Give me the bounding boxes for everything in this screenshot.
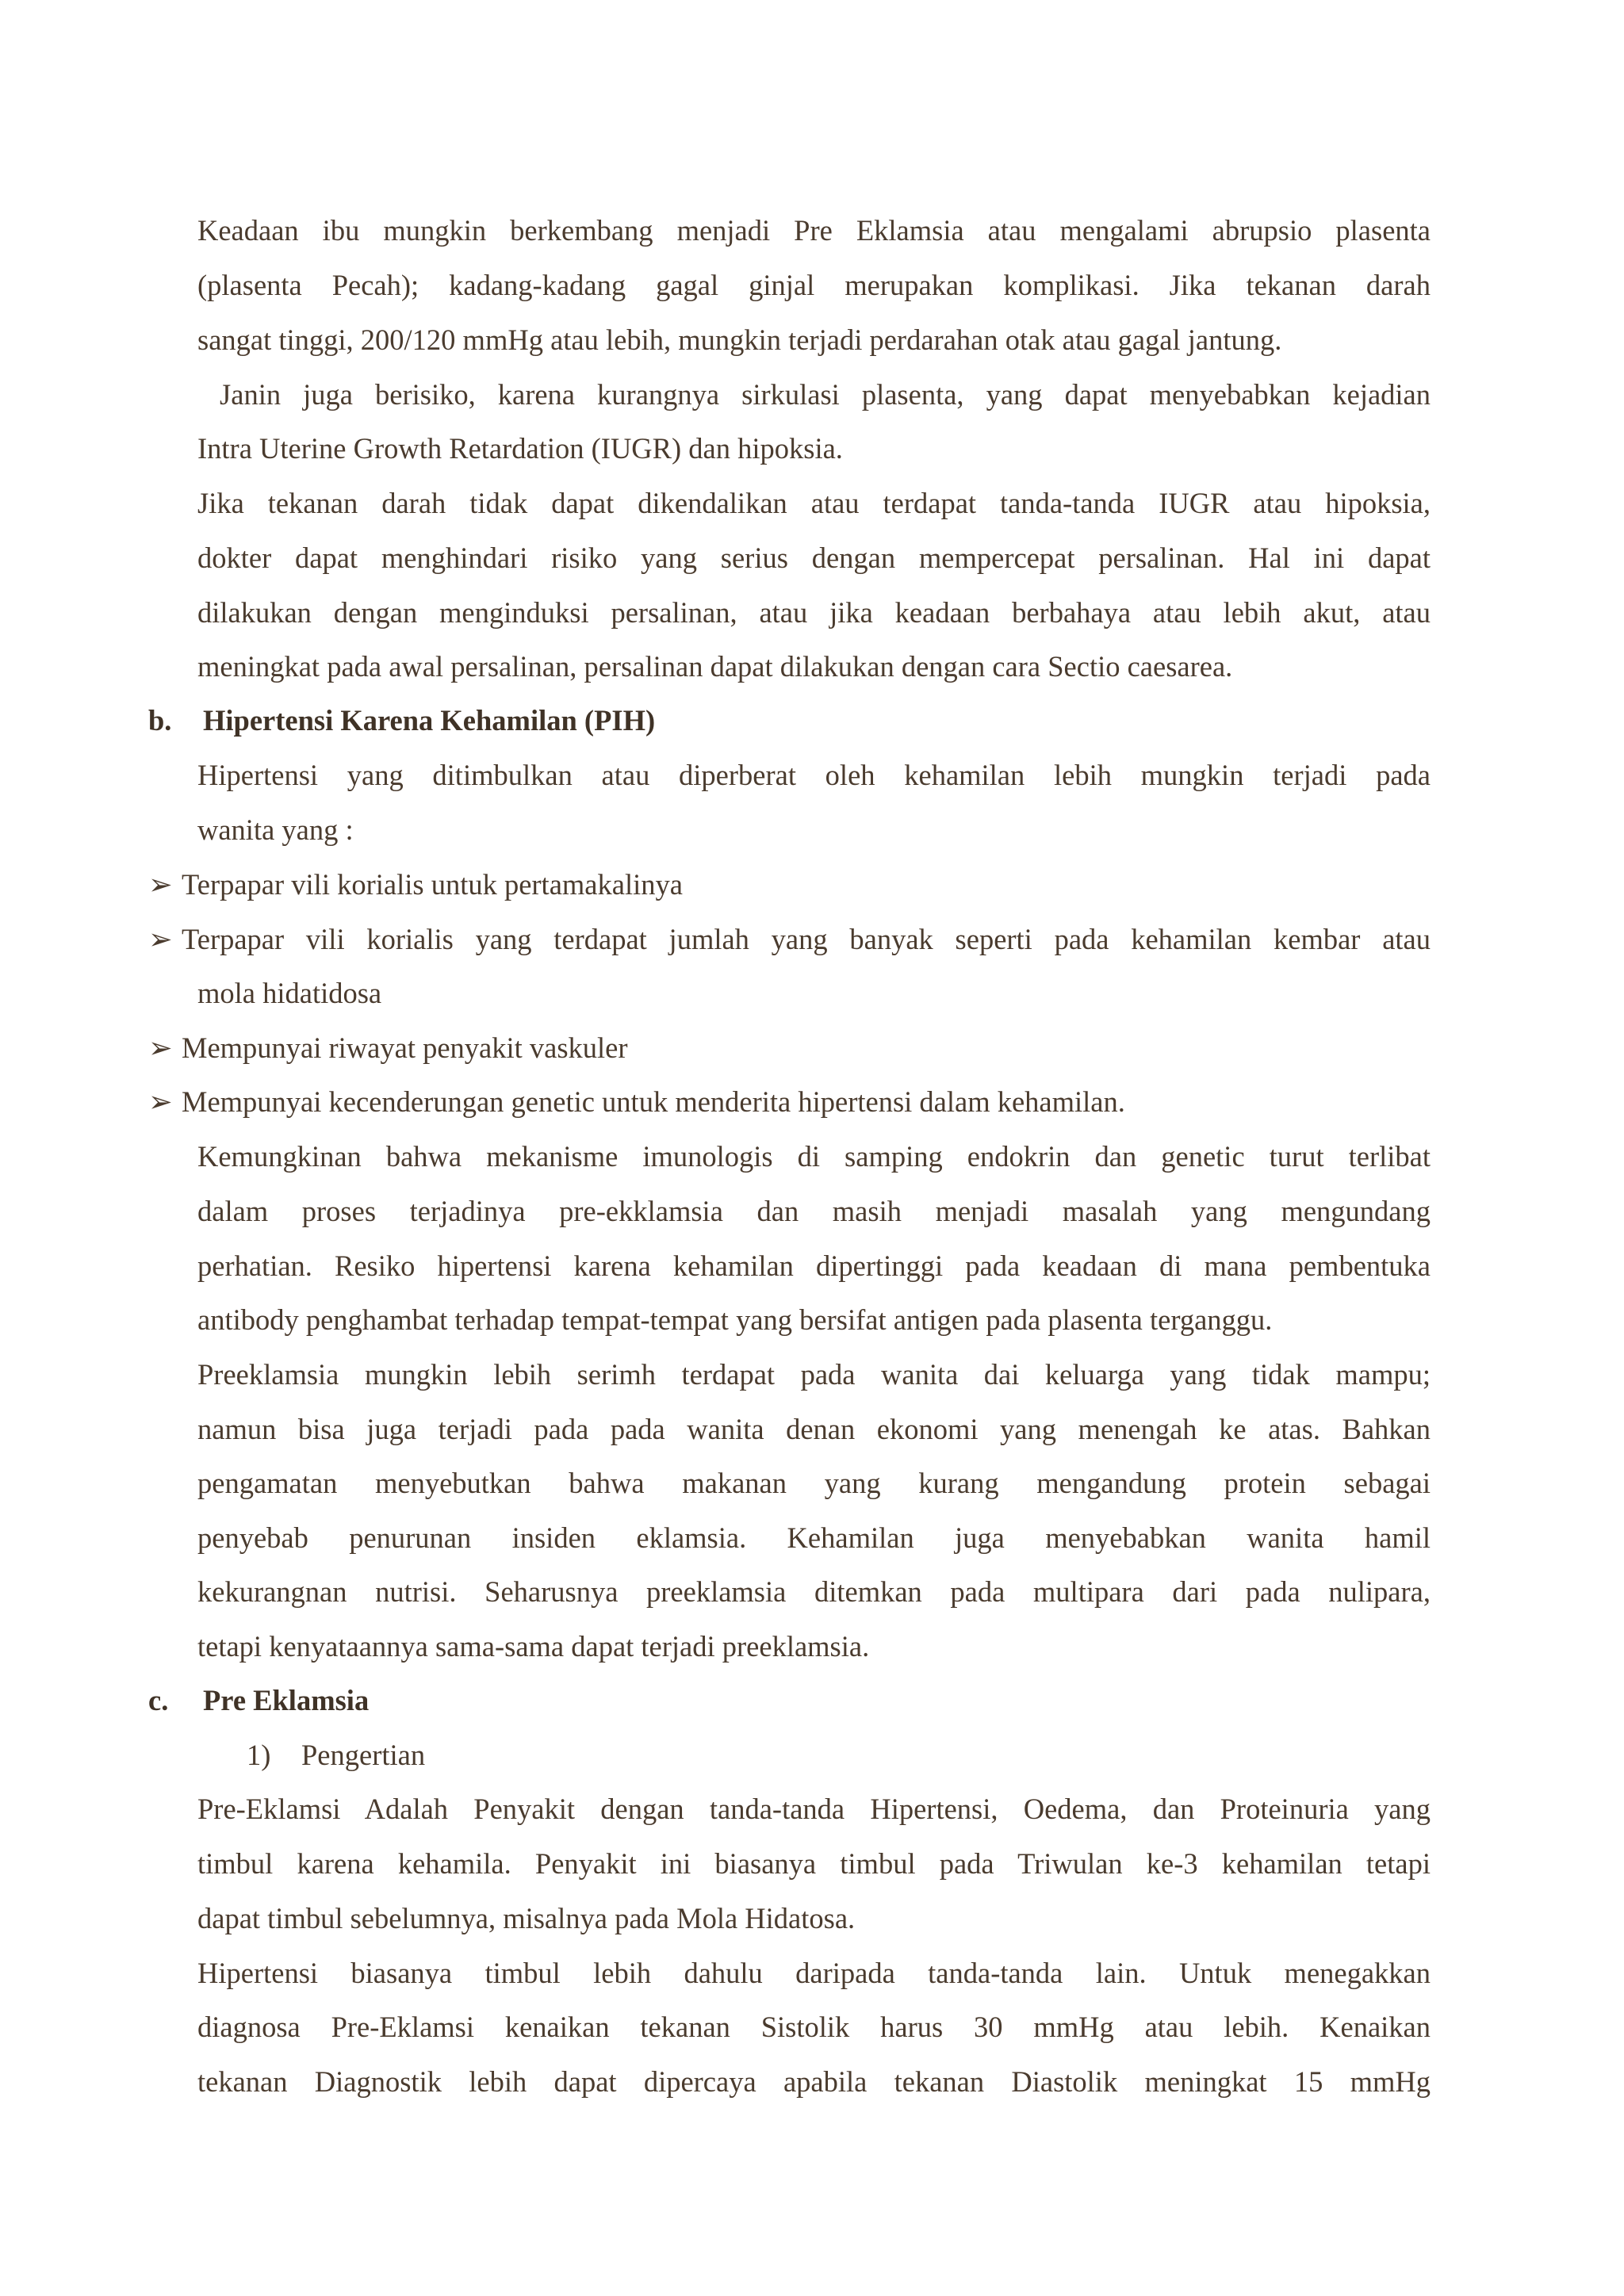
list-item: Mempunyai riwayat penyakit vaskuler — [182, 1031, 628, 1064]
text-line: Jika tekanan darah tidak dapat dikendalikan atau terdapat tanda-tanda IUGR atau hipoksia, — [197, 487, 1431, 519]
text-line: timbul karena kehamila. Penyakit ini biasanya timbul pada Triwulan ke-3 kehamilan tetapi — [197, 1847, 1431, 1880]
text-line: Keadaan ibu mungkin berkembang menjadi Pre Eklamsia atau mengalami abrupsio plasenta — [197, 214, 1431, 247]
text-line: antibody penghambat terhadap tempat-tempat yang bersifat antigen pada plasenta terganggu. — [197, 1303, 1273, 1336]
text-line: Janin juga berisiko, karena kurangnya sirkulasi plasenta, yang dapat menyebabkan kejadian — [197, 378, 1431, 411]
text-line: Preeklamsia mungkin lebih serimh terdapat pada wanita dai keluarga yang tidak mampu; — [197, 1358, 1431, 1391]
section-title: Hipertensi Karena Kehamilan (PIH) — [203, 704, 656, 737]
text-line: namun bisa juga terjadi pada pada wanita denan ekonomi yang menengah ke atas. Bahkan — [197, 1413, 1431, 1445]
section-heading — [148, 1682, 369, 1719]
text-line: Hipertensi biasanya timbul lebih dahulu daripada tanda-tanda lain. Untuk menegakkan — [197, 1957, 1431, 1989]
text-line: kekurangnan nutrisi. Seharusnya preeklamsia ditemkan pada multipara dari pada nulipara, — [197, 1575, 1431, 1608]
arrow-bullet-icon: ➢ — [148, 1031, 173, 1064]
text-line: sangat tinggi, 200/120 mmHg atau lebih, mungkin terjadi perdarahan otak atau gagal jantung. — [197, 323, 1282, 356]
arrow-bullet-icon: ➢ — [148, 923, 173, 955]
section-title: Pre Eklamsia — [203, 1684, 370, 1716]
text-line: Kemungkinan bahwa mekanisme imunologis di samping endokrin dan genetic turut terlibat — [197, 1140, 1431, 1173]
text-line: diagnosa Pre-Eklamsi kenaikan tekanan Sistolik harus 30 mmHg atau lebih. Kenaikan — [197, 2011, 1431, 2043]
text-line: perhatian. Resiko hipertensi karena kehamilan dipertinggi pada keadaan di mana pembentuka — [197, 1249, 1431, 1282]
text-line: wanita yang : — [197, 813, 354, 846]
text-line: tekanan Diagnostik lebih dapat dipercaya apabila tekanan Diastolik meningkat 15 mmHg — [197, 2065, 1431, 2098]
text-line: dokter dapat menghindari risiko yang serius dengan mempercepat persalinan. Hal ini dapat — [197, 541, 1431, 574]
subsection-title: Pengertian — [301, 1739, 426, 1771]
arrow-bullet-icon: ➢ — [148, 1085, 173, 1118]
list-item: Terpapar vili korialis yang terdapat jumlah yang banyak seperti pada kehamilan kembar atau — [182, 923, 1431, 955]
text-line: dilakukan dengan menginduksi persalinan, atau jika keadaan berbahaya atau lebih akut, atau — [197, 596, 1431, 629]
list-item-continuation: mola hidatidosa — [197, 977, 382, 1009]
text-line: Pre-Eklamsi Adalah Penyakit dengan tanda-tanda Hipertensi, Oedema, dan Proteinuria yang — [197, 1793, 1431, 1825]
section-letter: b. — [148, 704, 172, 737]
text-line: (plasenta Pecah); kadang-kadang gagal ginjal merupakan komplikasi. Jika tekanan darah — [197, 269, 1431, 301]
text-line: tetapi kenyataannya sama-sama dapat terjadi preeklamsia. — [197, 1630, 870, 1663]
arrow-bullet-icon: ➢ — [148, 868, 173, 901]
subsection-number: 1) — [247, 1739, 271, 1771]
text-line: dalam proses terjadinya pre-ekklamsia dan masih menjadi masalah yang mengundang — [197, 1195, 1431, 1227]
text-line: dapat timbul sebelumnya, misalnya pada Mola Hidatosa. — [197, 1902, 856, 1934]
section-heading — [148, 702, 655, 739]
text-line: meningkat pada awal persalinan, persalinan dapat dilakukan dengan cara Sectio caesarea. — [197, 650, 1233, 683]
text-line: Hipertensi yang ditimbulkan atau diperberat oleh kehamilan lebih mungkin terjadi pada — [197, 759, 1431, 791]
section-letter: c. — [148, 1684, 169, 1716]
list-item: Terpapar vili korialis untuk pertamakalinya — [182, 868, 683, 901]
text-line: penyebab penurunan insiden eklamsia. Kehamilan juga menyebabkan wanita hamil — [197, 1521, 1431, 1554]
text-line: Intra Uterine Growth Retardation (IUGR) dan hipoksia. — [197, 432, 843, 465]
list-item: Mempunyai kecenderungan genetic untuk menderita hipertensi dalam kehamilan. — [182, 1085, 1125, 1118]
text-line: pengamatan menyebutkan bahwa makanan yang kurang mengandung protein sebagai — [197, 1467, 1431, 1499]
